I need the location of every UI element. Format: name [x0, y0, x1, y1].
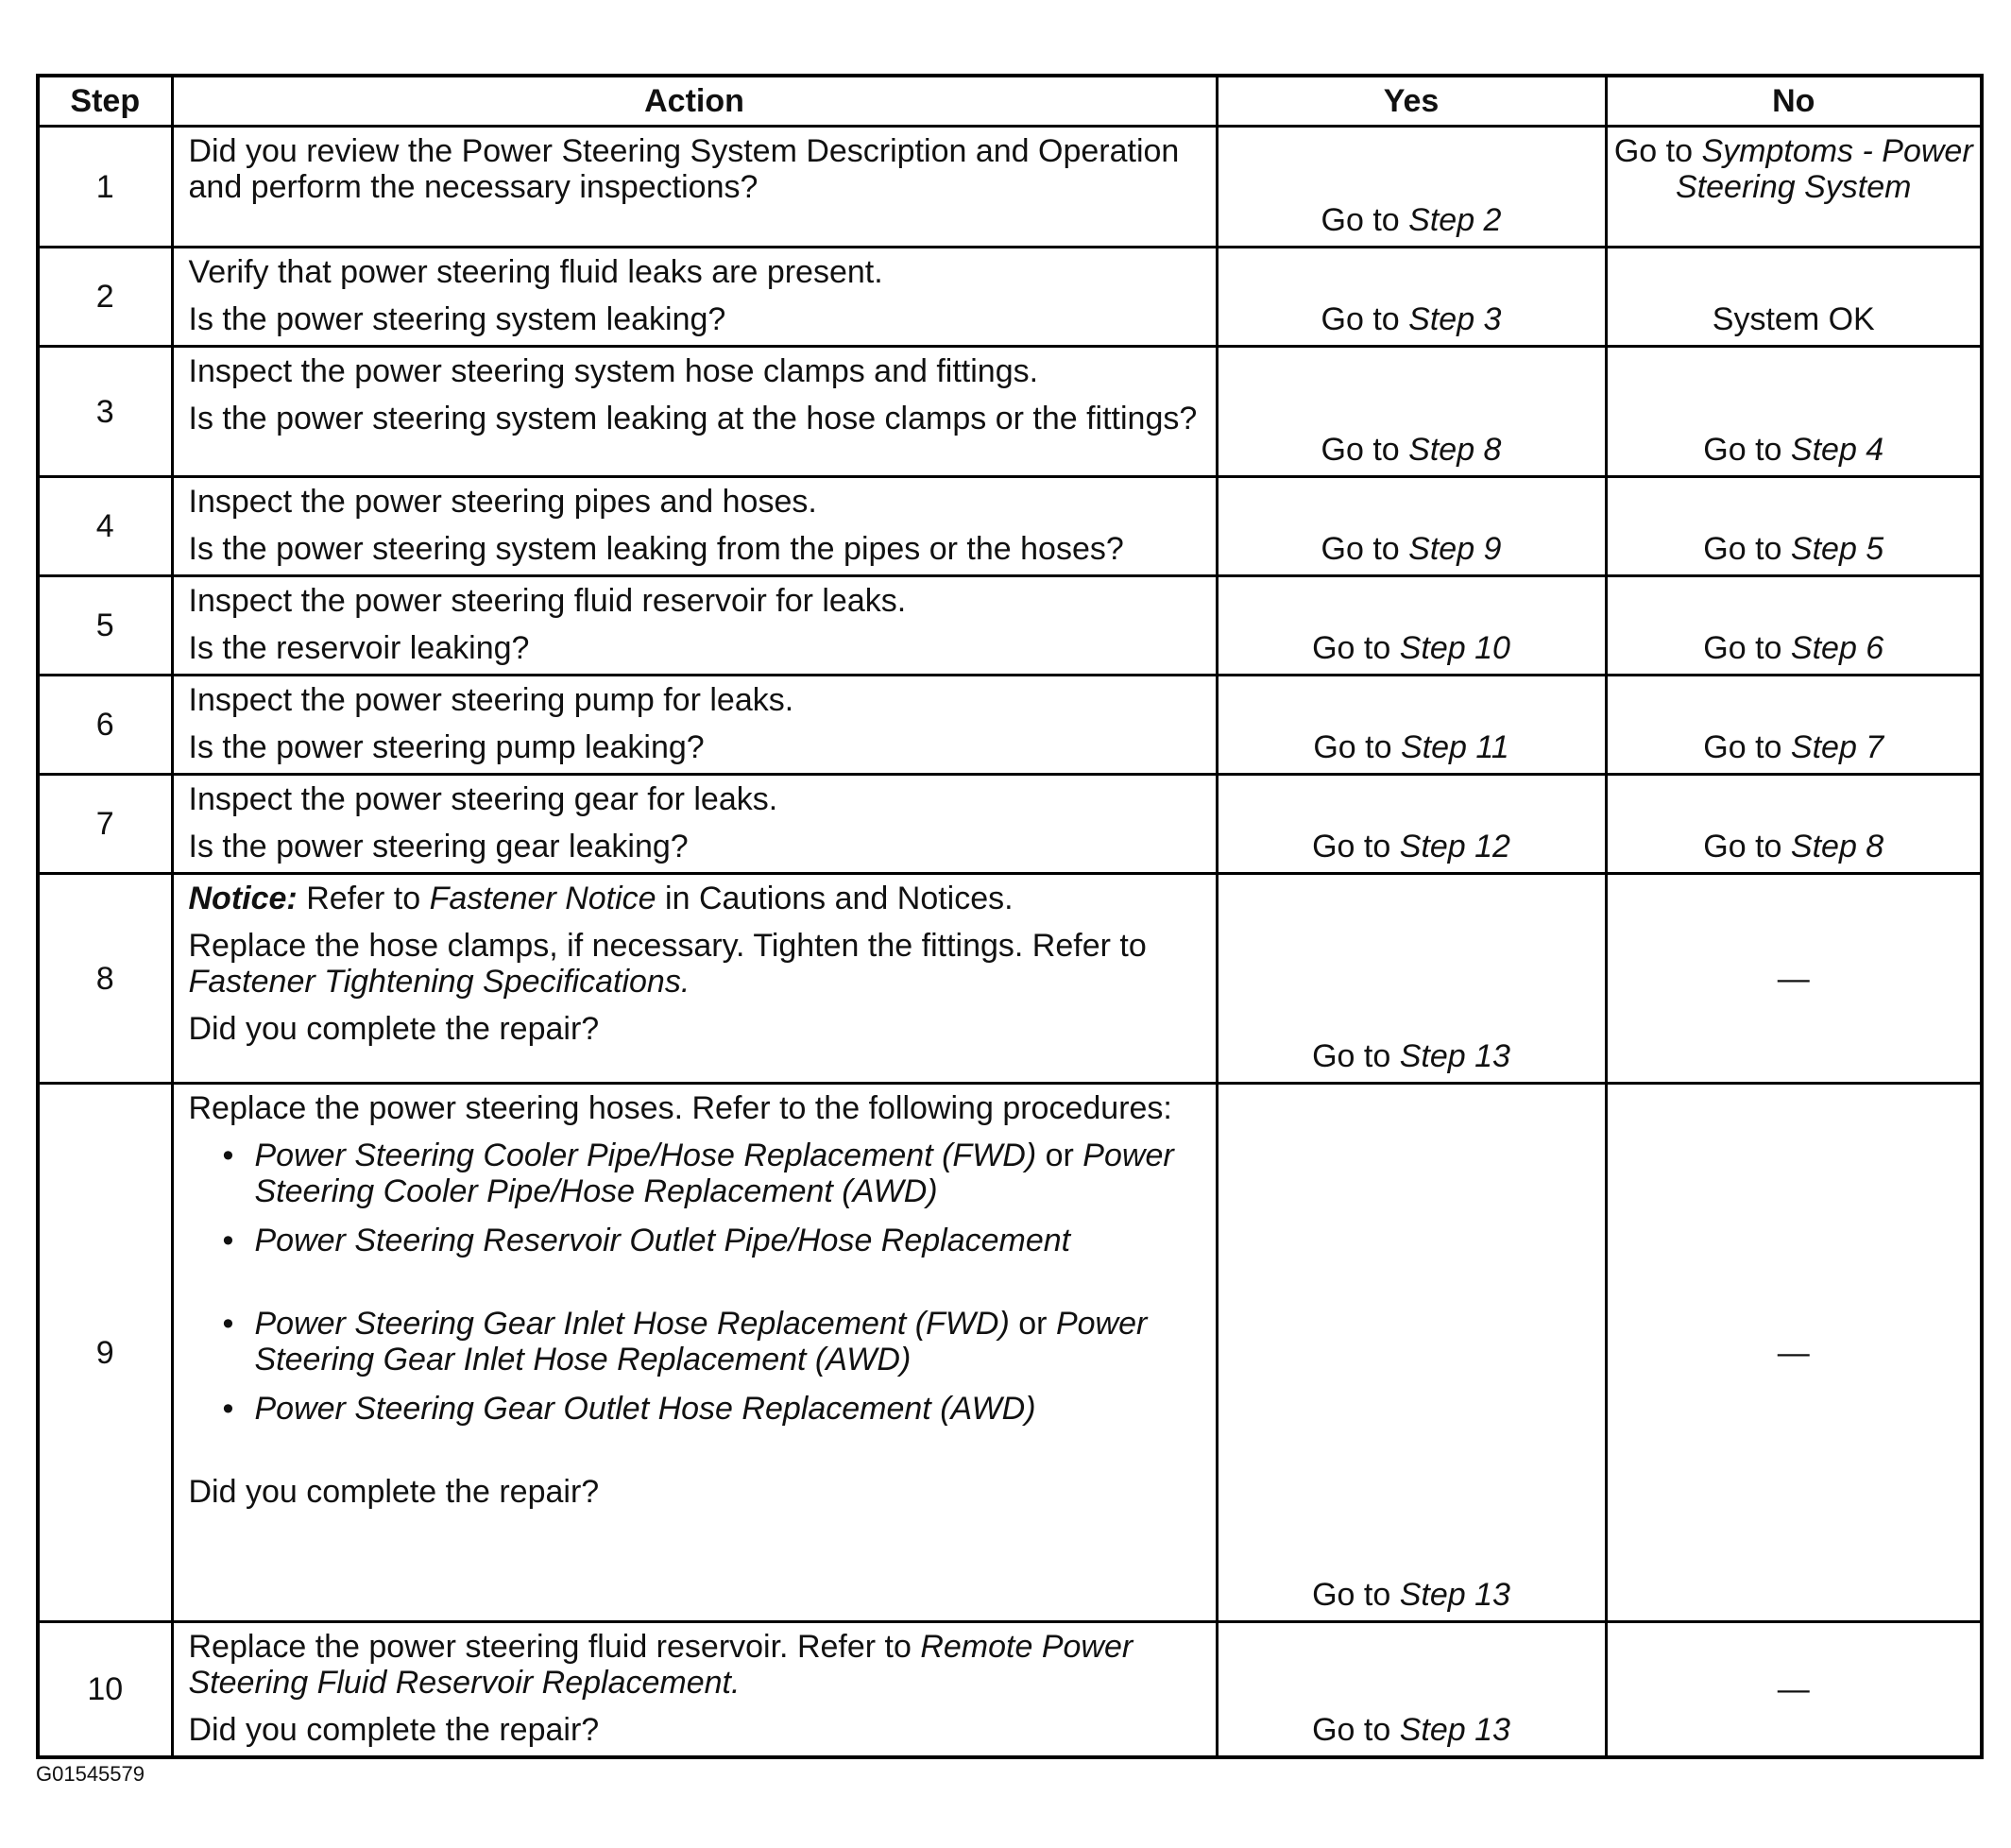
- figure-id: G01545579: [36, 1762, 145, 1786]
- goto-prefix: Go to: [1321, 301, 1400, 337]
- replace-text: Replace the hose clamps, if necessary. Tighten the fittings. Refer to: [188, 928, 1147, 964]
- goto-prefix: Go to: [1312, 1577, 1391, 1613]
- action-cell: [172, 1084, 1217, 1622]
- no-cell: [1606, 576, 1982, 676]
- no-cell: [1606, 347, 1982, 477]
- fastener-notice-link[interactable]: Fastener Notice: [429, 881, 656, 916]
- step-link[interactable]: Step 13: [1399, 1712, 1510, 1748]
- action-cell: [172, 1622, 1217, 1758]
- action-question: Is the power steering gear leaking?: [188, 829, 689, 864]
- table-row: [38, 576, 1982, 676]
- header-row: [38, 76, 1982, 127]
- step-link[interactable]: Step 12: [1399, 829, 1510, 864]
- table-row: [38, 347, 1982, 477]
- or-text: or: [1045, 1138, 1074, 1173]
- action-text: Inspect the power steering pipes and hoses.: [188, 484, 817, 520]
- action-cell: [172, 676, 1217, 775]
- table-row: [38, 127, 1982, 248]
- step-link[interactable]: Step 10: [1399, 630, 1510, 666]
- procedure-link[interactable]: Power Steering Gear Outlet Hose Replacement (AWD): [254, 1391, 1036, 1427]
- fastener-specs-link[interactable]: Fastener Tightening Specifications.: [188, 964, 690, 1000]
- action-question: Did you complete the repair?: [188, 1712, 600, 1748]
- no-cell: [1606, 248, 1982, 347]
- no-cell: [1606, 775, 1982, 874]
- no-cell: [1606, 1622, 1982, 1758]
- table-row: [38, 775, 1982, 874]
- goto-prefix: Go to: [1321, 432, 1400, 468]
- action-cell: [172, 477, 1217, 576]
- table-row: [38, 676, 1982, 775]
- no-cell: [1606, 676, 1982, 775]
- no-dash: —: [1777, 1671, 1810, 1707]
- action-cell: [172, 874, 1217, 1084]
- notice-paragraph: [189, 881, 1201, 916]
- procedure-link[interactable]: Power Steering Gear Inlet Hose Replacement (AWD): [254, 1306, 1148, 1377]
- action-header: Action: [172, 76, 1217, 127]
- action-text: Verify that power steering fluid leaks are present.: [188, 254, 883, 290]
- action-cell: [172, 248, 1217, 347]
- action-question: Is the reservoir leaking?: [188, 630, 530, 666]
- goto-prefix: Go to: [1312, 1712, 1391, 1748]
- goto-prefix: Go to: [1312, 1038, 1391, 1074]
- notice-text: Refer to: [306, 881, 421, 916]
- replace-text: Replace the power steering fluid reservoir. Refer to: [188, 1629, 912, 1665]
- action-cell: [172, 347, 1217, 477]
- or-text: or: [1018, 1306, 1048, 1342]
- step-link[interactable]: Step 8: [1408, 432, 1502, 468]
- yes-cell: [1217, 1084, 1606, 1622]
- goto-prefix: Go to: [1703, 432, 1782, 468]
- goto-prefix: Go to: [1321, 202, 1400, 238]
- no-result: System OK: [1712, 301, 1875, 337]
- list-item: [189, 1138, 1201, 1209]
- action-text: Inspect the power steering system hose clamps and fittings.: [188, 353, 1039, 389]
- step-number: 9: [38, 1084, 172, 1622]
- yes-cell: [1217, 1622, 1606, 1758]
- step-link[interactable]: Step 2: [1408, 202, 1502, 238]
- list-item: [189, 1306, 1201, 1377]
- procedure-link[interactable]: Power Steering Reservoir Outlet Pipe/Hose Replacement: [254, 1223, 1071, 1258]
- yes-cell: [1217, 127, 1606, 248]
- yes-cell: [1217, 477, 1606, 576]
- action-text: Did you review the Power Steering System Description and Operation and perform the necessary inspections?: [188, 133, 1180, 205]
- goto-prefix: Go to: [1703, 829, 1782, 864]
- symptoms-link[interactable]: Symptoms - Power Steering System: [1676, 133, 1973, 205]
- notice-label: Notice:: [188, 881, 298, 916]
- action-question: Did you complete the repair?: [188, 1011, 600, 1047]
- table-row: [38, 248, 1982, 347]
- goto-prefix: Go to: [1321, 531, 1400, 567]
- yes-cell: [1217, 347, 1606, 477]
- procedure-list: [189, 1138, 1201, 1427]
- action-text: Inspect the power steering fluid reservoir for leaks.: [188, 583, 907, 619]
- step-number: 4: [38, 477, 172, 576]
- yes-header: Yes: [1217, 76, 1606, 127]
- table-row: [38, 1084, 1982, 1622]
- table-row: [38, 874, 1982, 1084]
- step-link[interactable]: Step 3: [1408, 301, 1502, 337]
- step-number: 7: [38, 775, 172, 874]
- goto-prefix: Go to: [1312, 630, 1391, 666]
- step-link[interactable]: Step 9: [1408, 531, 1502, 567]
- goto-prefix: Go to: [1703, 630, 1782, 666]
- step-number: 2: [38, 248, 172, 347]
- procedure-link[interactable]: Power Steering Cooler Pipe/Hose Replacement (AWD): [254, 1138, 1174, 1209]
- procedure-link[interactable]: Power Steering Cooler Pipe/Hose Replacement (FWD): [254, 1138, 1037, 1173]
- step-link[interactable]: Step 8: [1790, 829, 1884, 864]
- diagnostic-table: [36, 74, 1984, 1759]
- notice-text: in Cautions and Notices.: [665, 881, 1014, 916]
- action-text: Replace the power steering hoses. Refer to the following procedures:: [188, 1090, 1172, 1126]
- goto-prefix: Go to: [1703, 531, 1782, 567]
- step-link[interactable]: Step 13: [1399, 1038, 1510, 1074]
- step-number: 3: [38, 347, 172, 477]
- no-cell: [1606, 127, 1982, 248]
- list-item: [189, 1223, 1201, 1258]
- goto-prefix: Go to: [1703, 729, 1782, 765]
- step-link[interactable]: Step 5: [1790, 531, 1884, 567]
- replace-paragraph: [189, 928, 1201, 1000]
- reservoir-replacement-link[interactable]: Remote Power Steering Fluid Reservoir Replacement.: [188, 1629, 1133, 1701]
- goto-prefix: Go to: [1313, 729, 1392, 765]
- action-cell: [172, 127, 1217, 248]
- step-number: 1: [38, 127, 172, 248]
- table-row: [38, 1622, 1982, 1758]
- step-number: 8: [38, 874, 172, 1084]
- no-cell: [1606, 1084, 1982, 1622]
- replace-paragraph: [189, 1629, 1201, 1701]
- action-question: Is the power steering pump leaking?: [188, 729, 705, 765]
- goto-prefix: Go to: [1312, 829, 1391, 864]
- action-cell: [172, 576, 1217, 676]
- step-link[interactable]: Step 11: [1400, 729, 1509, 765]
- step-link[interactable]: Step 4: [1790, 432, 1884, 468]
- procedure-link[interactable]: Power Steering Gear Inlet Hose Replacement (FWD): [254, 1306, 1010, 1342]
- step-number: 6: [38, 676, 172, 775]
- no-cell: [1606, 874, 1982, 1084]
- action-cell: [172, 775, 1217, 874]
- action-text: Inspect the power steering pump for leaks.: [188, 682, 794, 718]
- no-cell: [1606, 477, 1982, 576]
- action-question: Did you complete the repair?: [188, 1474, 600, 1510]
- action-text: Inspect the power steering gear for leaks.: [188, 781, 778, 817]
- step-link[interactable]: Step 7: [1790, 729, 1884, 765]
- action-question: Is the power steering system leaking from the pipes or the hoses?: [188, 531, 1124, 567]
- step-header: Step: [38, 76, 172, 127]
- yes-cell: [1217, 248, 1606, 347]
- no-header: No: [1606, 76, 1982, 127]
- action-question: Is the power steering system leaking?: [188, 301, 726, 337]
- step-link[interactable]: Step 13: [1399, 1577, 1510, 1613]
- action-question: Is the power steering system leaking at the hose clamps or the fittings?: [188, 401, 1198, 436]
- step-number: 10: [38, 1622, 172, 1758]
- table-row: [38, 477, 1982, 576]
- yes-cell: [1217, 775, 1606, 874]
- list-item: [189, 1391, 1201, 1427]
- no-dash: —: [1777, 1334, 1810, 1371]
- yes-cell: [1217, 676, 1606, 775]
- step-link[interactable]: Step 6: [1790, 630, 1884, 666]
- yes-cell: [1217, 874, 1606, 1084]
- no-dash: —: [1777, 960, 1810, 997]
- yes-cell: [1217, 576, 1606, 676]
- goto-prefix: Go to: [1613, 133, 1694, 169]
- step-number: 5: [38, 576, 172, 676]
